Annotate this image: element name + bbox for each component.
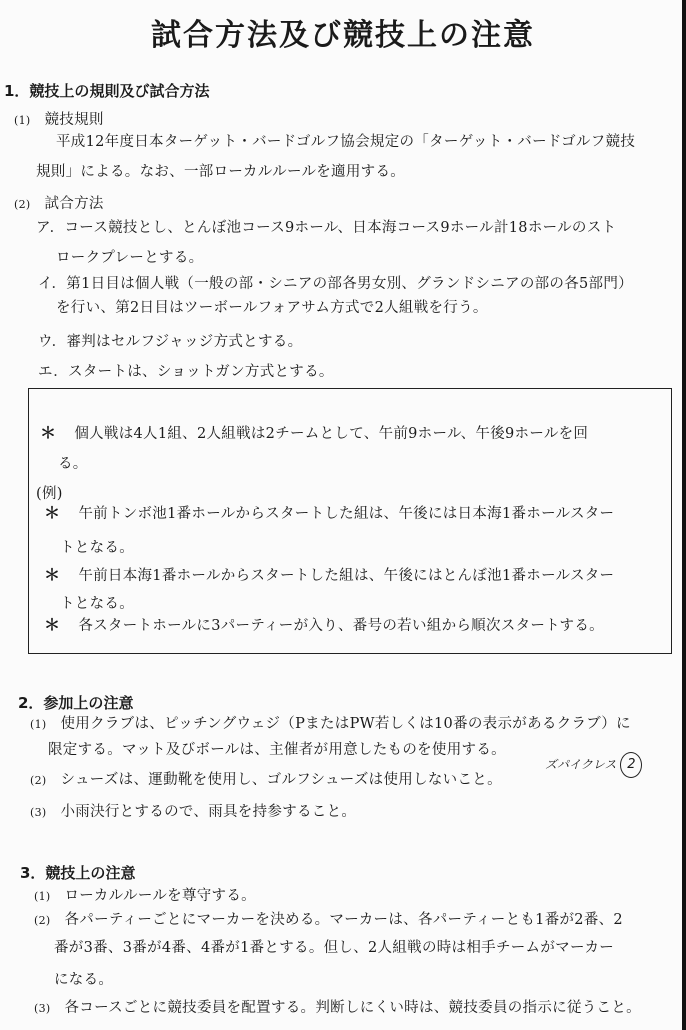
sub-title: 試合方法: [44, 196, 104, 212]
item-number: (3): [34, 1002, 51, 1015]
item-number: (2): [30, 774, 47, 787]
item-number: (1): [34, 890, 51, 903]
item-number: (2): [34, 914, 51, 927]
box-line: ＊ 個人戦は4人1組、2人組戦は2チームとして、午前9ホール、午後9ホールを回: [40, 420, 588, 443]
list-item: (2) 各パーティーごとにマーカーを決める。マーカーは、各パーティーとも1番が2番、2: [34, 912, 623, 928]
paragraph-line: 平成12年度日本ターゲット・バードゴルフ協会規定の「ターゲット・バードゴルフ競技: [56, 134, 636, 150]
box-line: ＊ 午前トンボ池1番ホールからスタートした組は、午後には日本海1番ホールスター: [44, 500, 614, 523]
page-title: 試合方法及び競技上の注意: [151, 18, 535, 53]
list-item: ウ．審判はセルフジャッジ方式とする。: [38, 334, 303, 350]
list-item: イ．第1日目は個人戦（一般の部・シニアの部各男女別、グランドシニアの部の各5部門）: [38, 276, 633, 292]
list-item: (1) 使用クラブは、ピッチングウェジ（PまたはPW若しくは10番の表示があるクラブ）に: [30, 716, 631, 732]
scan-edge: [682, 0, 686, 1030]
item-number: (1): [30, 718, 47, 731]
sub-title: 競技規則: [44, 112, 104, 128]
box-line-cont: トとなる。: [60, 596, 134, 612]
list-item-cont: ロークプレーとする。: [56, 250, 204, 266]
section-3-heading: 3．競技上の注意: [20, 864, 136, 882]
list-item: ア．コース競技とし、とんぼ池コース9ホール、日本海コース9ホール計18ホールのスト: [36, 220, 617, 236]
list-item-cont: を行い、第2日目はツーボールフォアサム方式で2人組戦を行う。: [56, 300, 488, 316]
asterisk-icon: ＊: [40, 423, 57, 442]
list-item-cont: 番が3番、3番が4番、4番が1番とする。但し、2人組戦の時は相手チームがマーカー: [54, 940, 615, 956]
item-number: (1): [14, 114, 31, 127]
list-item: (3) 小雨決行とするので、雨具を持参すること。: [30, 804, 357, 820]
section-1-sub-1-heading: [14, 108, 104, 129]
item-number: (2): [14, 198, 31, 211]
asterisk-icon: ＊: [44, 615, 61, 634]
list-item: エ．スタートは、ショットガン方式とする。: [38, 364, 334, 380]
list-item: (2) シューズは、運動靴を使用し、ゴルフシューズは使用しないこと。: [30, 772, 502, 788]
circled-number: 2: [620, 752, 642, 778]
list-item: (3) 各コースごとに競技委員を配置する。判断しにくい時は、競技委員の指示に従うこと。: [34, 1000, 641, 1016]
item-number: (3): [30, 806, 47, 819]
box-line: ＊ 各スタートホールに3パーティーが入り、番号の若い組から順次スタートする。: [44, 612, 604, 635]
list-item: (1) ローカルルールを尊守する。: [34, 888, 256, 904]
asterisk-icon: ＊: [44, 565, 61, 584]
paragraph-line: 規則」による。なお、一部ローカルルールを適用する。: [36, 164, 406, 180]
box-line-cont: トとなる。: [60, 540, 134, 556]
handwritten-note: ズパイクレス 2: [545, 752, 642, 778]
box-line-cont: る。: [58, 456, 88, 472]
box-example-label: (例): [36, 486, 63, 502]
section-2-heading: 2．参加上の注意: [18, 694, 134, 712]
list-item-cont: になる。: [54, 972, 114, 988]
list-item-cont: 限定する。マット及びボールは、主催者が用意したものを使用する。: [48, 742, 506, 758]
asterisk-icon: ＊: [44, 503, 61, 522]
section-1-heading: 1．競技上の規則及び試合方法: [4, 82, 210, 100]
box-line: ＊ 午前日本海1番ホールからスタートした組は、午後にはとんぼ池1番ホールスター: [44, 562, 614, 585]
section-1-sub-2-heading: [14, 192, 104, 213]
